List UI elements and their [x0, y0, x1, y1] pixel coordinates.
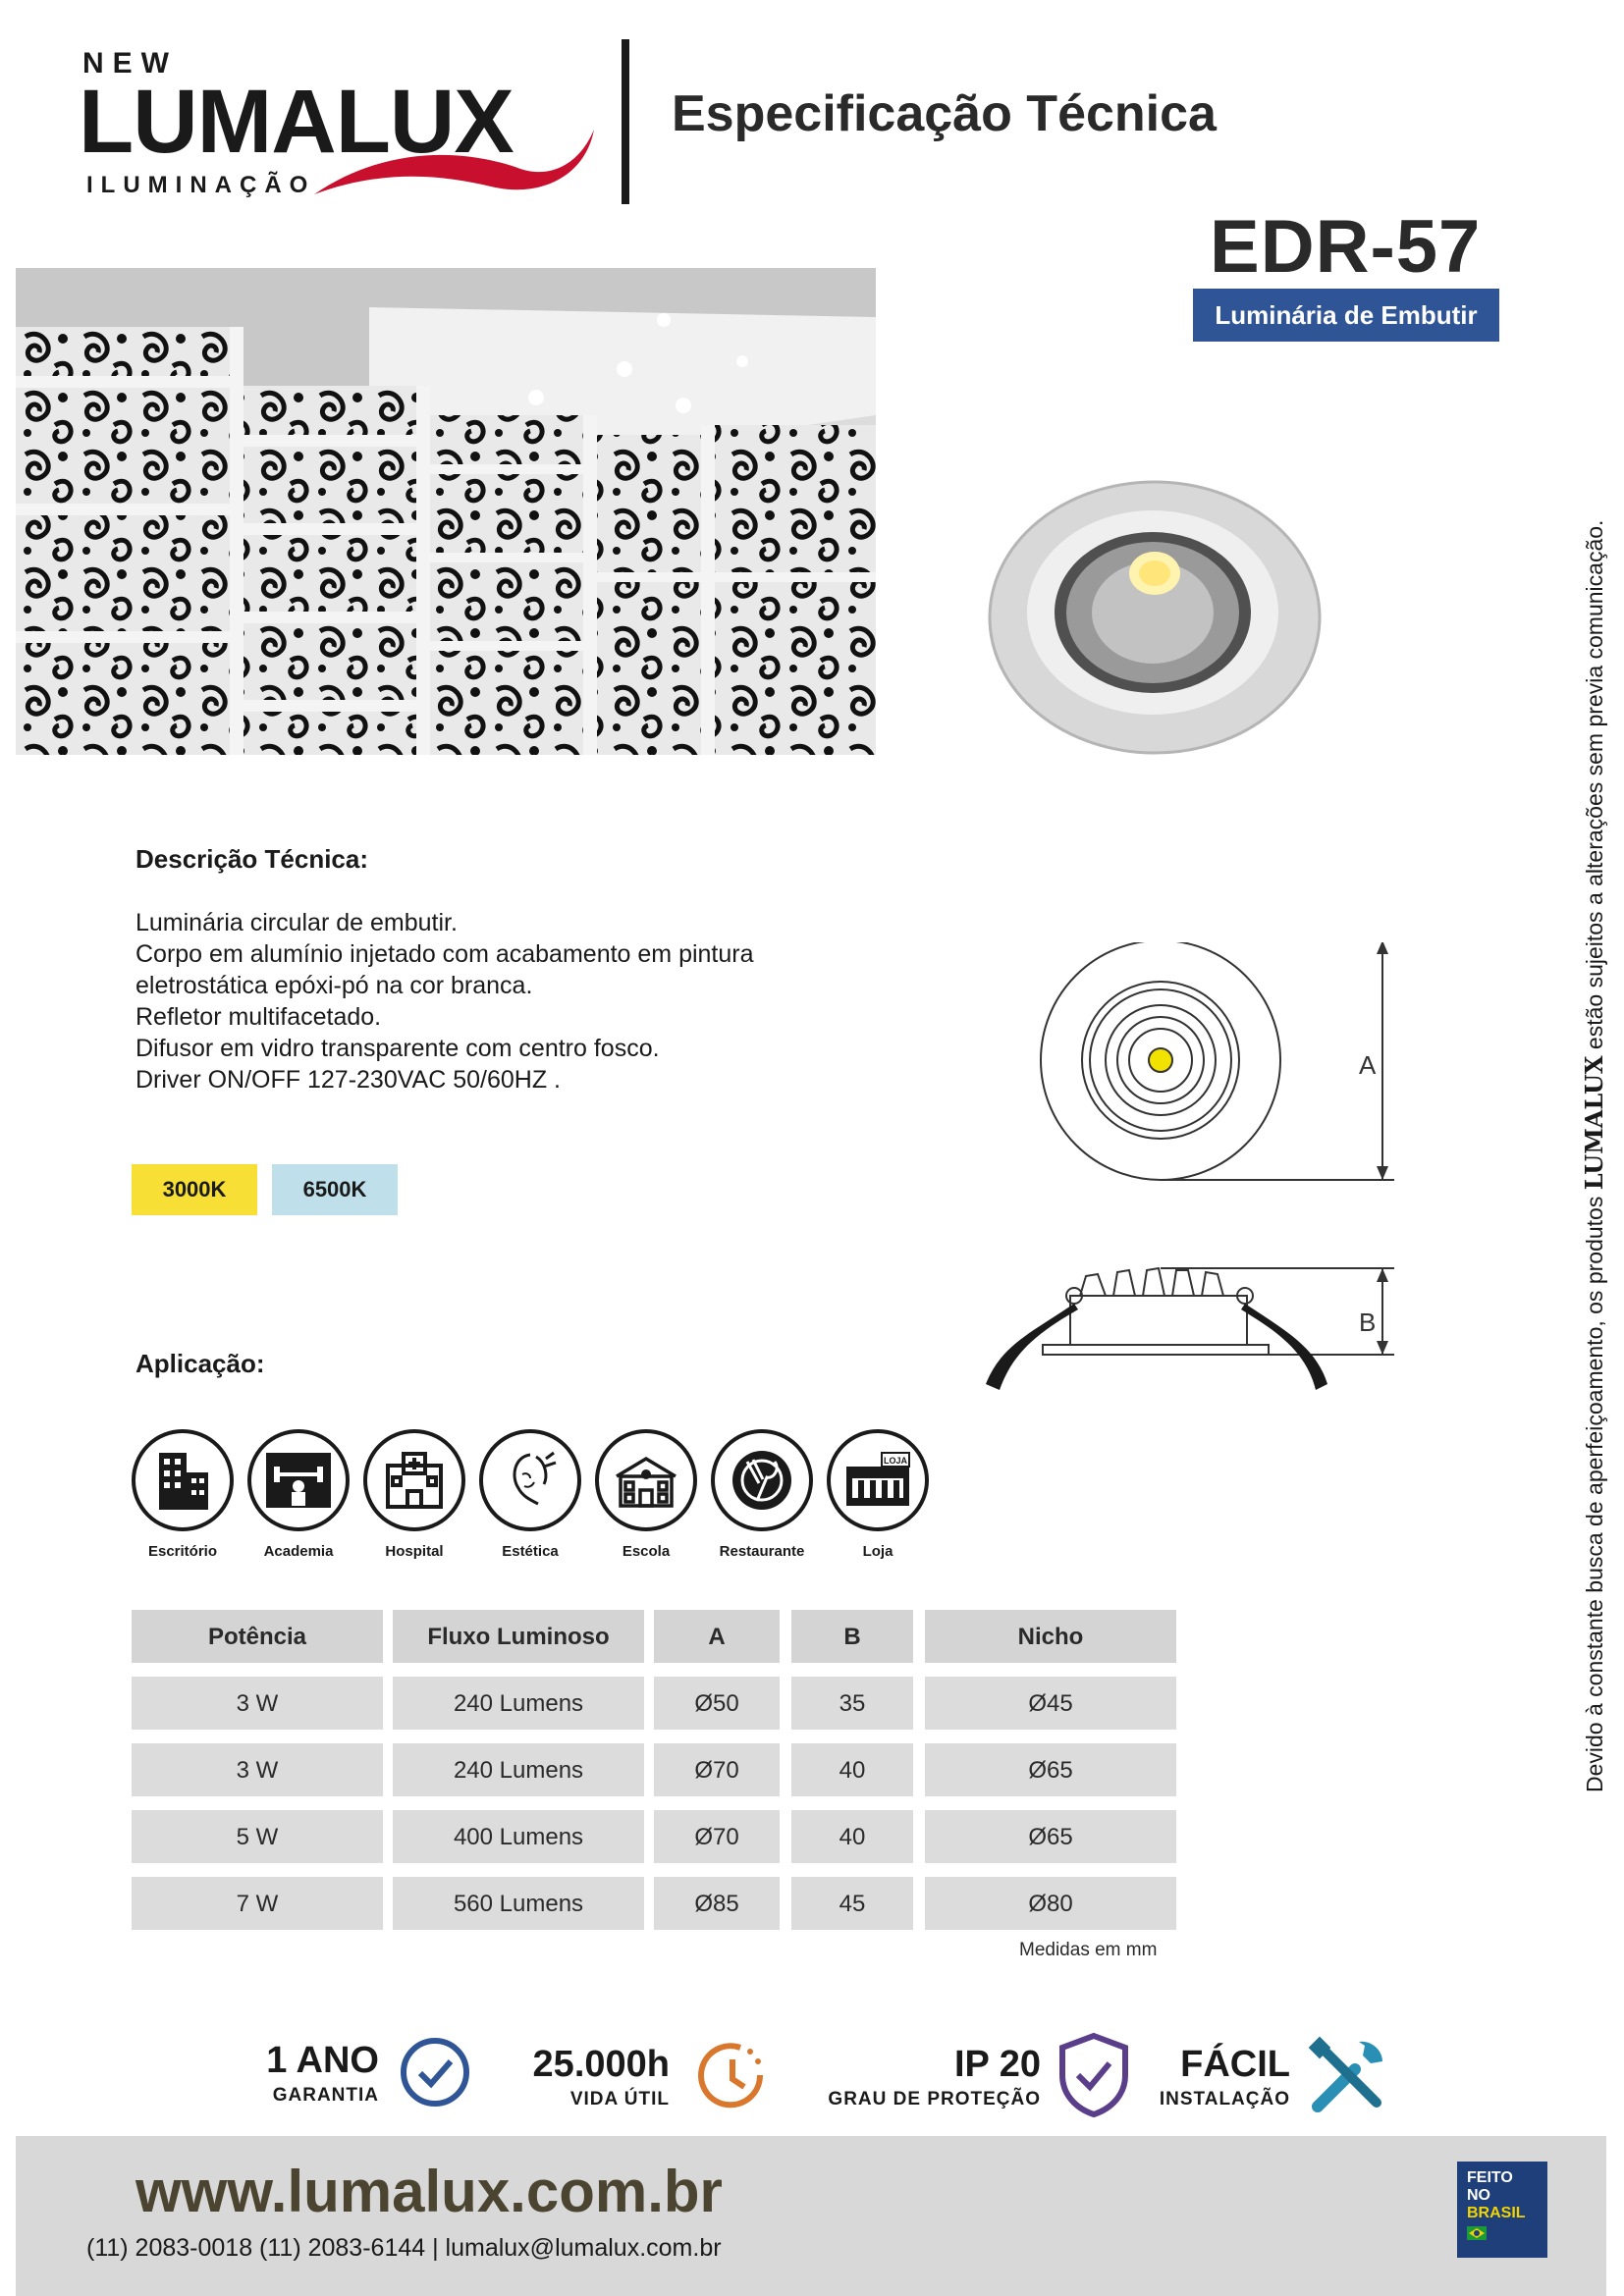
tools-icon: [1304, 2034, 1390, 2120]
app-item-restaurant: [707, 1429, 817, 1560]
warranty-badge: [257, 2042, 379, 2107]
description-line: Difusor em vidro transparente com centro fosco.: [135, 1035, 660, 1062]
lifetime-value: 25.000h: [532, 2044, 670, 2085]
table-cell: 3 W: [132, 1677, 383, 1730]
color-temp-6500k: 6500K: [272, 1164, 398, 1215]
table-cell: Ø70: [654, 1810, 780, 1863]
description-line: Luminária circular de embutir.: [135, 909, 458, 936]
install-label: INSTALAÇÃO: [1159, 2089, 1290, 2109]
logo-wordmark: LUMALUX: [79, 72, 514, 172]
clock-icon: [691, 2036, 774, 2118]
disclaimer-note: Devido à constante busca de aperfeiçoamento, os produtos LUMALUX estão sujeitos a alterações sem previa comunicação.: [1580, 519, 1608, 1792]
school-icon: [613, 1451, 679, 1510]
table-cell: Ø50: [654, 1677, 780, 1730]
protection-badge: [805, 2046, 1041, 2110]
table-cell: Ø65: [925, 1810, 1176, 1863]
description-title: Descrição Técnica:: [135, 844, 369, 874]
table-header-cell: Nicho: [925, 1610, 1176, 1663]
office-building-icon: [153, 1449, 212, 1512]
application-title: Aplicação:: [135, 1349, 265, 1378]
lifetime-label: VIDA ÚTIL: [569, 2089, 670, 2109]
protection-value: IP 20: [953, 2044, 1041, 2085]
logo-subtitle: ILUMINAÇÃO: [86, 172, 316, 198]
protection-label: GRAU DE PROTEÇÃO: [828, 2089, 1041, 2109]
table-cell: Ø45: [925, 1677, 1176, 1730]
technical-drawing: [982, 942, 1414, 1404]
table-cell: 45: [791, 1877, 913, 1930]
app-label: Restaurante: [719, 1543, 805, 1560]
check-circle-icon: [399, 2036, 471, 2109]
app-item-school: [591, 1429, 701, 1560]
table-header-cell: A: [654, 1610, 780, 1663]
app-item-office: [128, 1429, 238, 1560]
warranty-label: GARANTIA: [272, 2085, 379, 2106]
app-label: Escola: [622, 1543, 671, 1560]
description-line: eletrostática epóxi-pó na cor branca.: [135, 972, 533, 999]
logo-swoosh-icon: [295, 108, 599, 206]
table-cell: 400 Lumens: [393, 1810, 644, 1863]
app-label: Estética: [502, 1543, 559, 1560]
color-temp-3000k: 3000K: [132, 1164, 257, 1215]
model-code: EDR-57: [1210, 205, 1482, 289]
product-type-badge: Luminária de Embutir: [1193, 289, 1499, 342]
store-sign: LOJA: [883, 1456, 908, 1466]
dimension-label-b: B: [1359, 1308, 1377, 1337]
warranty-value: 1 ANO: [266, 2040, 379, 2081]
description-line: Refletor multifacetado.: [135, 1003, 382, 1031]
table-cell: 5 W: [132, 1810, 383, 1863]
hospital-icon: [384, 1450, 445, 1511]
units-note: Medidas em mm: [1019, 1940, 1158, 1960]
table-cell: Ø65: [925, 1743, 1176, 1796]
app-item-hospital: [359, 1429, 469, 1560]
made-in-brazil-badge: FEITO NO BRASIL: [1457, 2162, 1547, 2258]
table-cell: 560 Lumens: [393, 1877, 644, 1930]
store-icon: [842, 1451, 913, 1510]
restaurant-icon: [730, 1448, 794, 1513]
description-text: [135, 907, 754, 1095]
gym-icon: [264, 1451, 333, 1510]
dimension-label-a: A: [1359, 1050, 1377, 1080]
shield-check-icon: [1056, 2032, 1131, 2118]
description-line: Corpo em alumínio injetado com acabamento em pintura: [135, 940, 754, 968]
table-header-cell: Potência: [132, 1610, 383, 1663]
install-badge: [1143, 2046, 1290, 2110]
beauty-icon: [501, 1449, 560, 1512]
app-label: Academia: [263, 1543, 334, 1560]
table-cell: 240 Lumens: [393, 1743, 644, 1796]
table-cell: 40: [791, 1743, 913, 1796]
table-header-cell: B: [791, 1610, 913, 1663]
install-value: FÁCIL: [1180, 2044, 1290, 2085]
logo-new-text: NEW: [82, 47, 178, 80]
table-cell: 35: [791, 1677, 913, 1730]
app-label: Hospital: [385, 1543, 444, 1560]
application-photo: [16, 268, 876, 755]
table-cell: Ø85: [654, 1877, 780, 1930]
app-label: Escritório: [147, 1543, 218, 1560]
lifetime-badge: [501, 2046, 670, 2110]
app-item-store: [823, 1429, 933, 1560]
description-line: Driver ON/OFF 127-230VAC 50/60HZ .: [135, 1066, 562, 1094]
table-cell: 40: [791, 1810, 913, 1863]
table-cell: Ø70: [654, 1743, 780, 1796]
table-header-cell: Fluxo Luminoso: [393, 1610, 644, 1663]
website-link[interactable]: www.lumalux.com.br: [135, 2159, 723, 2224]
brazil-flag-icon: [1467, 2226, 1487, 2240]
table-cell: Ø80: [925, 1877, 1176, 1930]
table-cell: 7 W: [132, 1877, 383, 1930]
header-divider: [622, 39, 629, 204]
app-label: Loja: [862, 1543, 893, 1560]
table-cell: 3 W: [132, 1743, 383, 1796]
product-photo: [986, 475, 1324, 760]
table-cell: 240 Lumens: [393, 1677, 644, 1730]
contact-info: (11) 2083-0018 (11) 2083-6144 | lumalux@lumalux.com.br: [86, 2234, 722, 2262]
app-item-beauty: [475, 1429, 585, 1560]
app-item-gym: [244, 1429, 353, 1560]
document-title: Especificação Técnica: [672, 85, 1217, 142]
